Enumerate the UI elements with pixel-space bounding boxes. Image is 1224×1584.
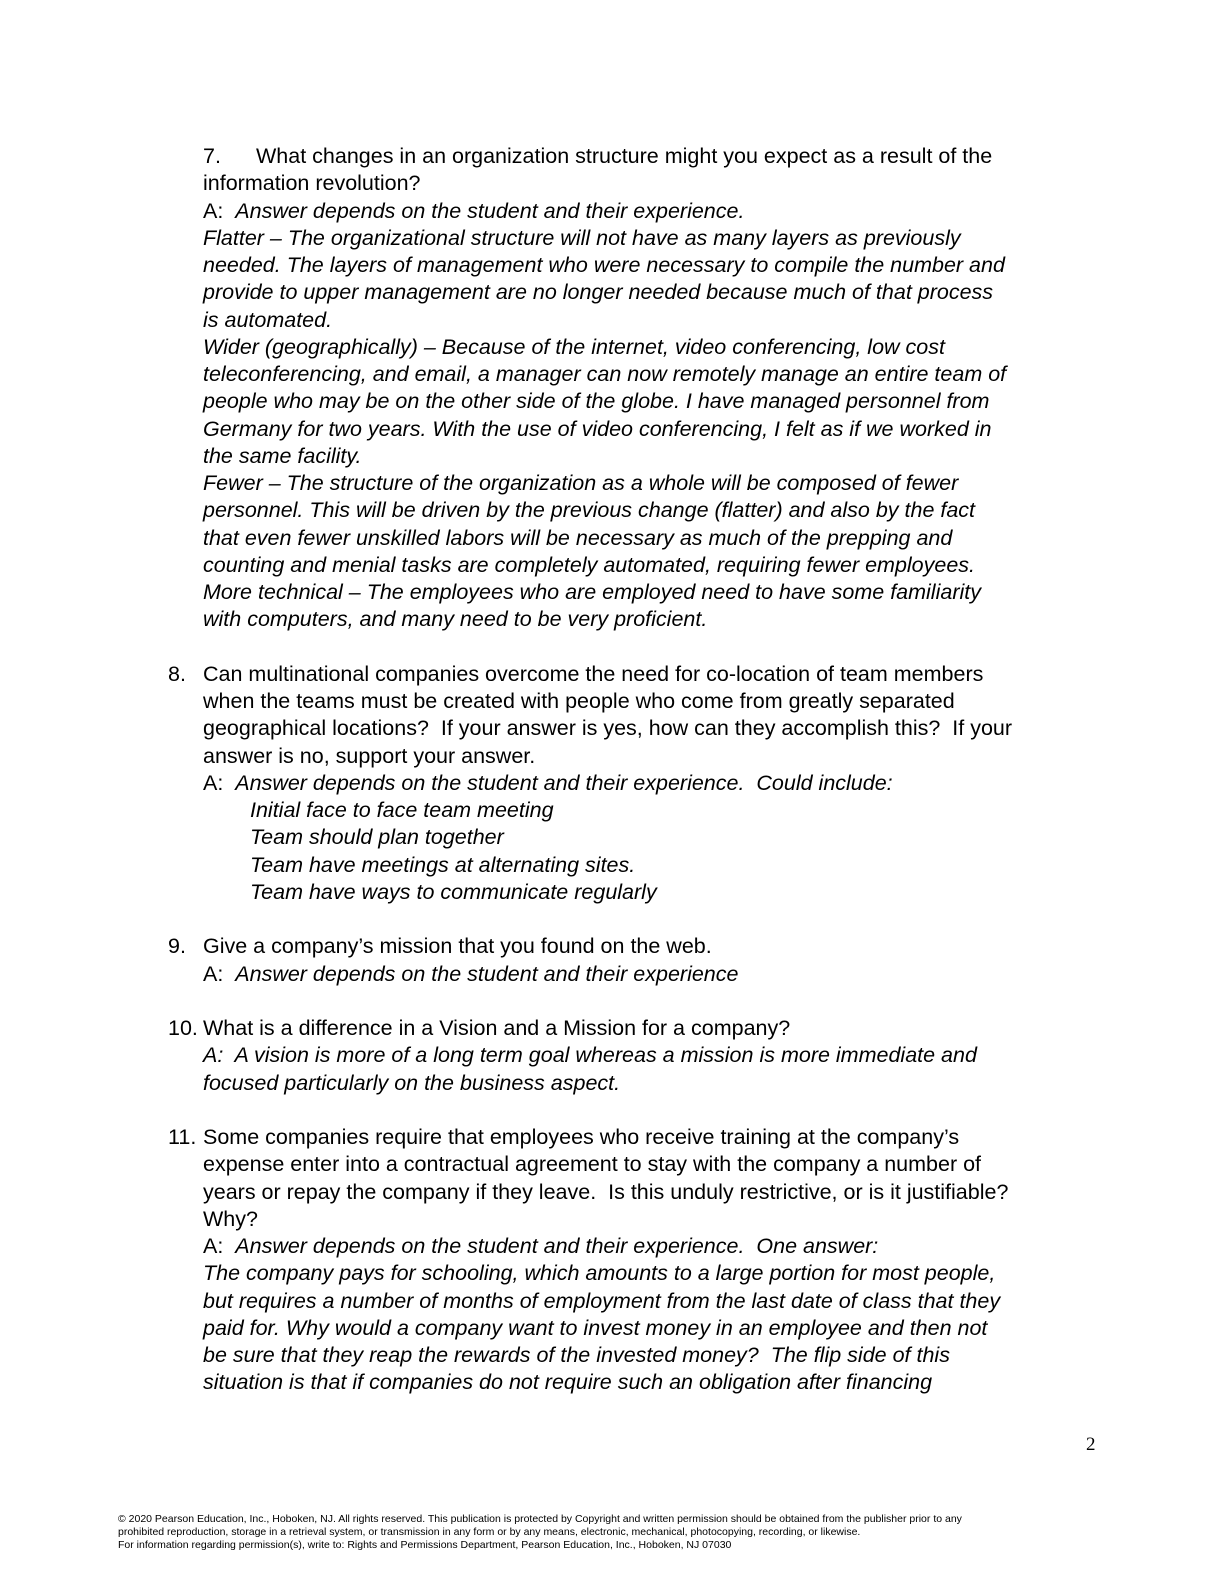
answer-text: with computers, and many need to be very proficient. — [203, 607, 708, 632]
answer-line — [250, 852, 635, 879]
text-line — [203, 743, 535, 770]
question-line — [203, 1015, 790, 1042]
answer-line — [203, 1288, 1000, 1315]
text-line — [203, 170, 421, 197]
answer-text: needed. The layers of management who were necessary to compile the number and — [203, 253, 1005, 277]
answer-text: Team have meetings at alternating sites. — [250, 852, 636, 877]
answer-text: The company pays for schooling, which amounts to a large portion for most people, — [203, 1261, 996, 1286]
line-text: Give a company’s mission that you found on the web. — [203, 934, 712, 959]
answer-text: paid for. Why would a company want to invest money in an employee and then not — [203, 1315, 988, 1340]
line-text: What is a difference in a Vision and a Mission for a company? — [203, 1016, 791, 1040]
answer-text: the same facility. — [203, 443, 362, 468]
answer-line — [203, 1315, 987, 1342]
line-text: A: — [203, 1234, 236, 1258]
text-line — [203, 688, 955, 715]
question-line — [203, 661, 983, 688]
answer-text: Team have ways to communicate regularly — [250, 879, 657, 904]
answer-line — [203, 1233, 878, 1260]
answer-line — [203, 388, 989, 415]
footer-line: prohibited reproduction, storage in a retrieval system, or transmission in any form or by any means, electronic, mechanical, photocopying, recording, or likewise. — [118, 1526, 861, 1538]
line-text: Can multinational companies overcome the need for co-location of team members — [203, 661, 984, 686]
answer-text: Flatter – The organizational structure will not have as many layers as previously — [203, 225, 961, 250]
answer-line — [203, 361, 1006, 388]
line-text: answer is no, support your answer. — [203, 743, 536, 768]
answer-line — [203, 334, 945, 361]
answer-line — [203, 198, 744, 225]
answer-text: focused particularly on the business aspect. — [203, 1070, 621, 1095]
line-text: Some companies require that employees who receive training at the company’s — [203, 1125, 960, 1149]
answer-text: teleconferencing, and email, a manager can now remotely manage an entire team of — [203, 362, 1007, 386]
answer-line — [203, 525, 952, 552]
copyright-footer — [118, 1513, 962, 1552]
answer-line — [203, 252, 1005, 279]
answer-line — [250, 797, 554, 824]
answer-text: Answer depends on the student and their experience. One answer: — [235, 1234, 879, 1258]
answer-text: counting and menial tasks are completely automated, requiring fewer employees. — [203, 552, 976, 577]
text-line — [203, 715, 1012, 742]
question-number: 7. — [203, 144, 221, 168]
text-line — [203, 1151, 981, 1178]
answer-line — [250, 824, 504, 851]
line-text: A: — [203, 198, 236, 223]
question-number: 9. — [168, 934, 186, 959]
page-number: 2 — [1086, 1434, 1096, 1455]
answer-text: be sure that they reap the rewards of the invested money? The flip side of this — [203, 1343, 950, 1367]
answer-text: situation is that if companies do not require such an obligation after financing — [203, 1370, 933, 1395]
line-text: What changes in an organization structure might you expect as a result of the — [256, 144, 993, 168]
answer-text: Answer depends on the student and their experience. — [235, 198, 745, 223]
line-text: A: — [203, 961, 236, 986]
answer-text: Team should plan together — [250, 825, 504, 850]
line-text: information revolution? — [203, 171, 421, 196]
answer-text: Fewer – The structure of the organization as a whole will be composed of fewer — [203, 471, 959, 495]
text-line — [203, 1179, 1008, 1206]
answer-line — [203, 1070, 620, 1097]
question-line — [203, 933, 712, 960]
answer-line — [203, 961, 738, 988]
question-line — [203, 1124, 959, 1151]
answer-line — [203, 497, 975, 524]
text-line — [203, 1206, 258, 1233]
answer-text: but requires a number of months of employment from the last date of class that they — [203, 1288, 1001, 1313]
answer-line — [250, 879, 657, 906]
answer-line — [203, 606, 707, 633]
answer-text: Answer depends on the student and their experience — [235, 961, 739, 986]
line-text: when the teams must be created with people who come from greatly separated — [203, 689, 955, 713]
question-line — [256, 143, 992, 170]
answer-text: provide to upper management are no longer needed because much of that process — [203, 280, 994, 305]
answer-text: that even fewer unskilled labors will be necessary as much of the prepping and — [203, 525, 953, 550]
answer-line — [203, 279, 993, 306]
answer-line — [203, 307, 332, 334]
answer-line — [203, 443, 362, 470]
answer-text: More technical – The employees who are employed need to have some familiarity — [203, 580, 981, 604]
answer-text: is automated. — [203, 307, 333, 332]
answer-line — [203, 579, 981, 606]
answer-line — [203, 552, 975, 579]
answer-line — [203, 1042, 977, 1069]
answer-line — [203, 1369, 932, 1396]
line-text: years or repay the company if they leave. Is this unduly restrictive, or is it justifiable? — [203, 1179, 1009, 1204]
answer-text: A: A vision is more of a long term goal whereas a mission is more immediate and — [203, 1043, 977, 1068]
question-number: 10. — [168, 1016, 198, 1040]
answer-text: Wider (geographically) – Because of the internet, video conferencing, low cost — [203, 334, 945, 359]
answer-text: people who may be on the other side of the globe. I have managed personnel from — [203, 389, 990, 414]
answer-line — [203, 770, 893, 797]
answer-text: Germany for two years. With the use of video conferencing, I felt as if we worked in — [203, 416, 992, 441]
footer-line: © 2020 Pearson Education, Inc., Hoboken, NJ. All rights reserved. This publication is protected by Copyright and written permission should be obtained from the publisher prior to any — [118, 1513, 962, 1525]
question-number: 8. — [168, 661, 186, 686]
line-text: Why? — [203, 1206, 258, 1231]
line-text: A: — [203, 770, 236, 795]
answer-text: Initial face to face team meeting — [250, 798, 554, 822]
answer-line — [203, 225, 961, 252]
answer-line — [203, 1260, 995, 1287]
footer-line: For information regarding permission(s), write to: Rights and Permissions Department, Pearson Education, Inc., Hoboken, NJ 07030 — [118, 1539, 732, 1551]
line-text: expense enter into a contractual agreement to stay with the company a number of — [203, 1152, 982, 1177]
answer-line — [203, 470, 958, 497]
answer-line — [203, 1342, 950, 1369]
answer-text: Answer depends on the student and their experience. Could include: — [235, 770, 893, 795]
answer-text: personnel. This will be driven by the previous change (flatter) and also by the fact — [203, 498, 976, 523]
question-number: 11. — [168, 1125, 197, 1149]
answer-line — [203, 416, 992, 443]
line-text: geographical locations? If your answer is yes, how can they accomplish this? If your — [203, 716, 1013, 741]
